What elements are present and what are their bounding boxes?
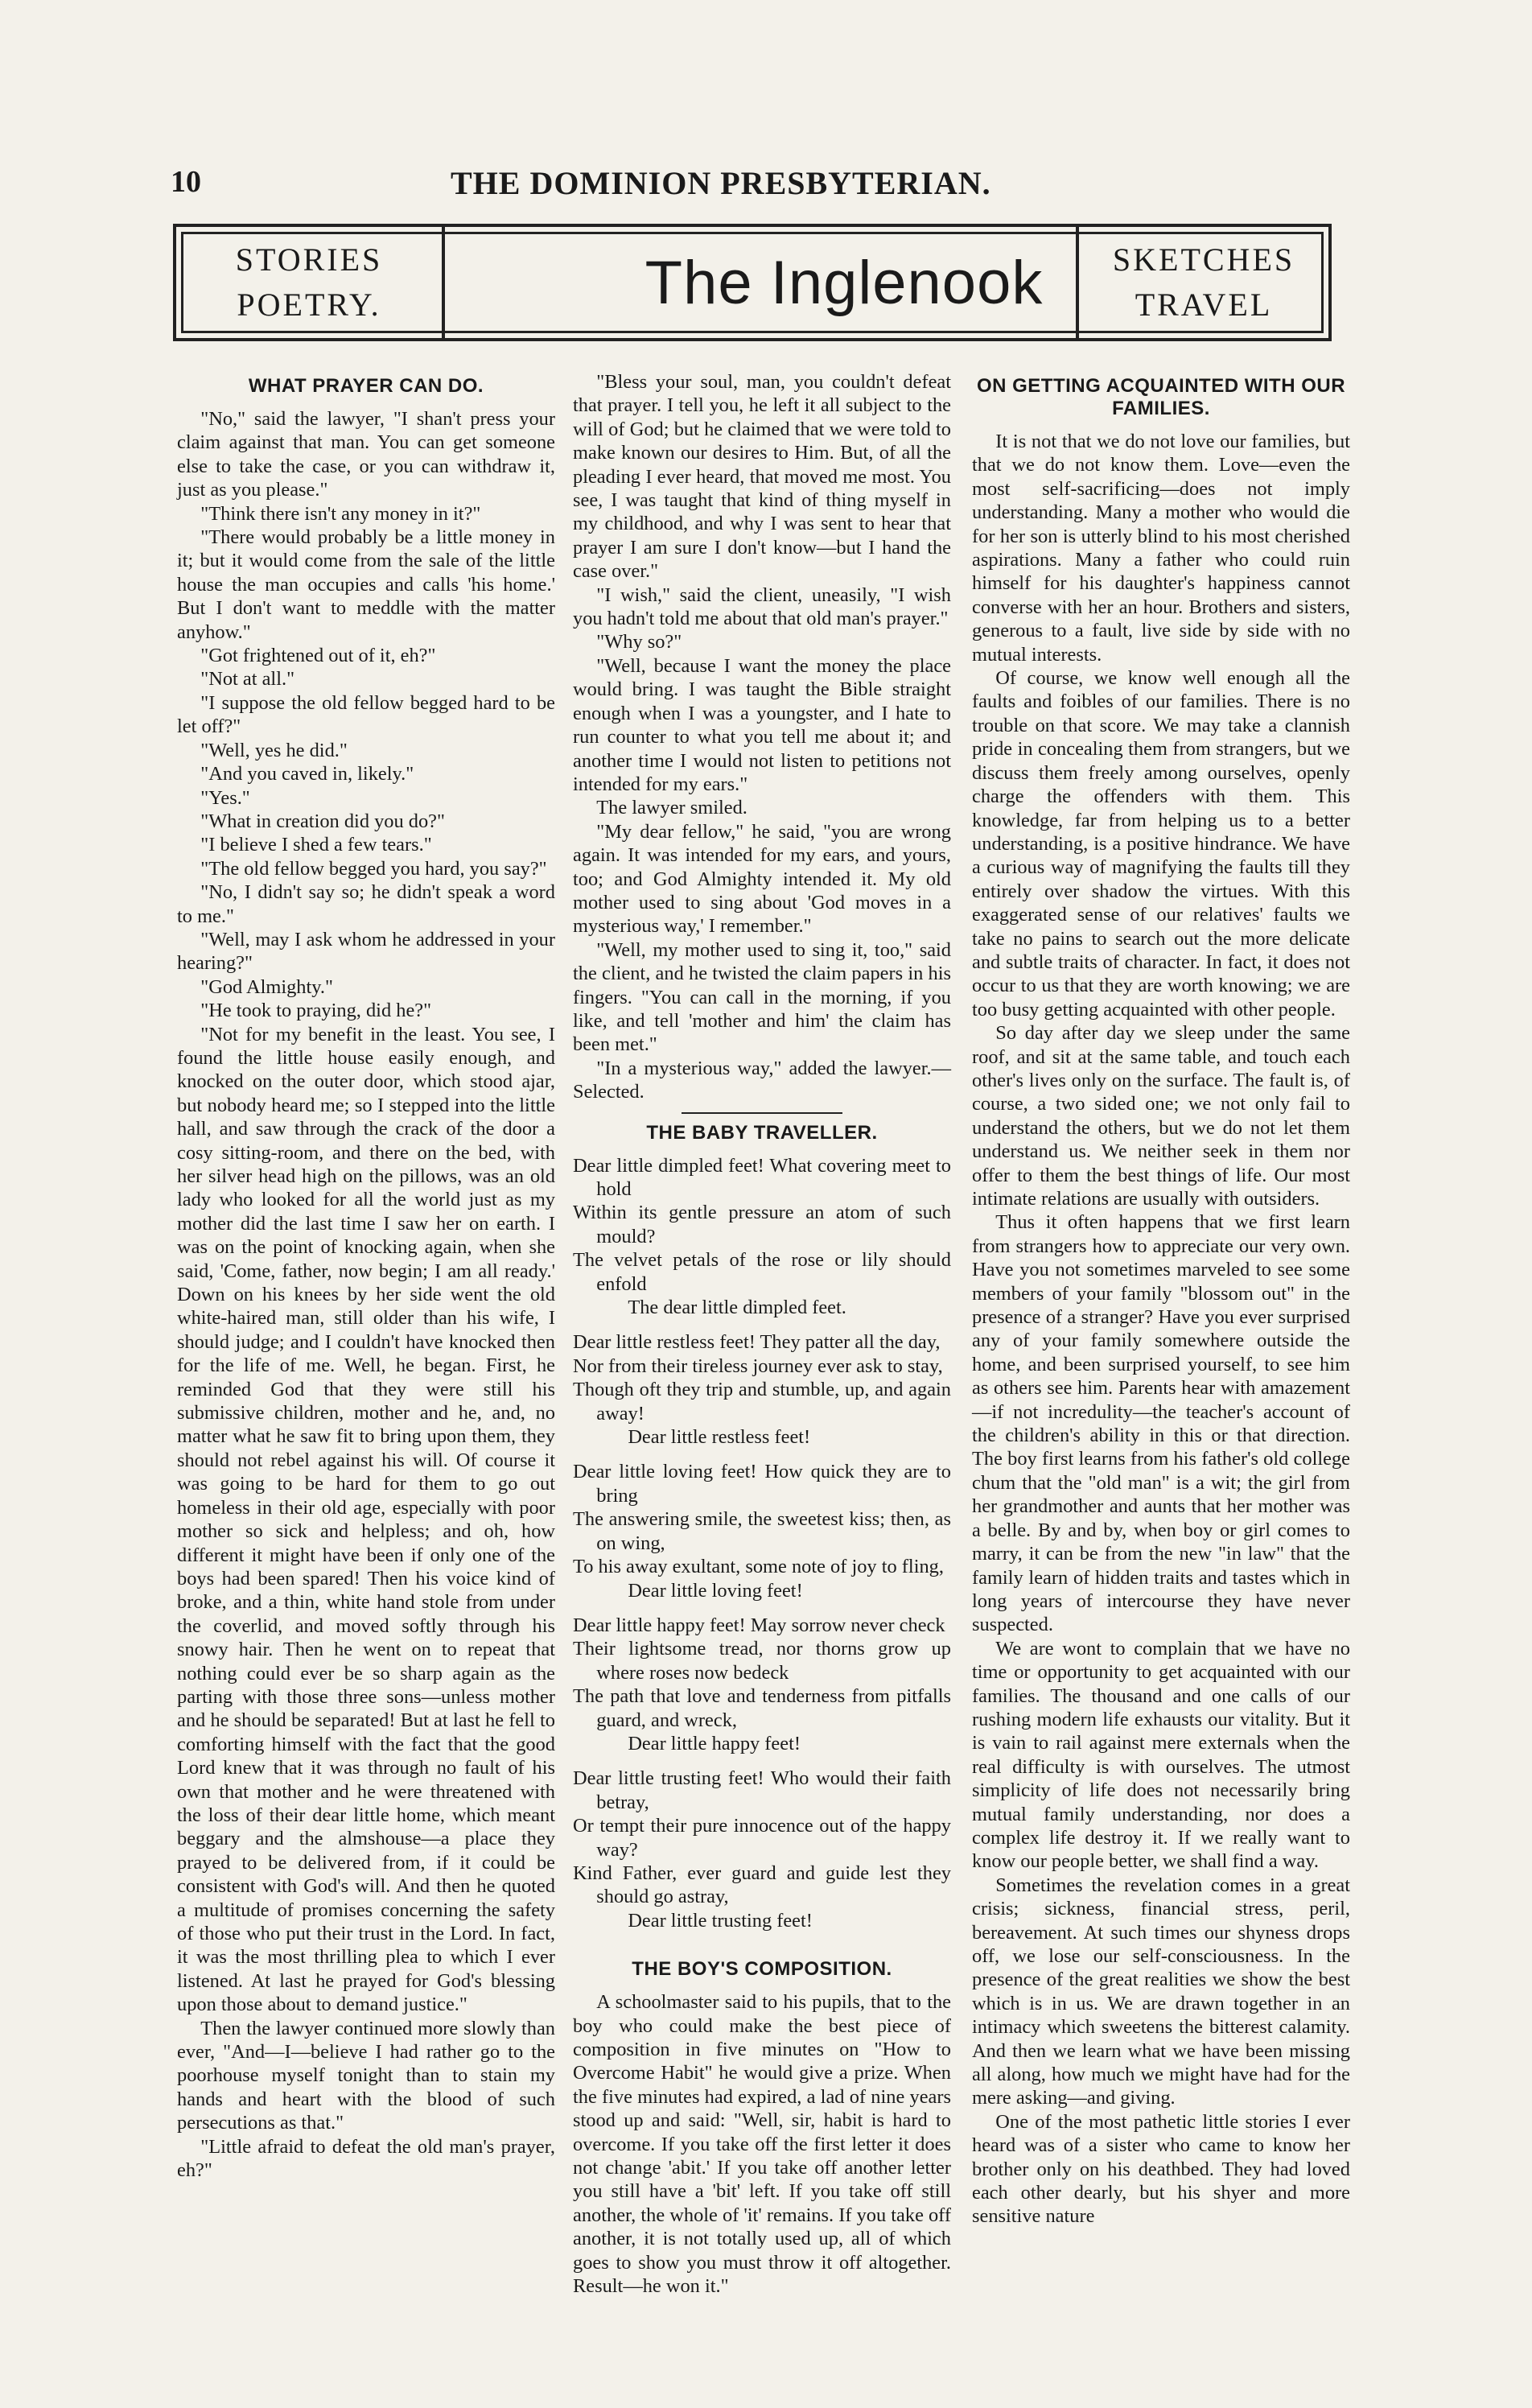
article-title-boy: THE BOY'S COMPOSITION. bbox=[632, 1958, 892, 1981]
paragraph: Then the lawyer continued more slowly than ever, "And—I—believe I had rather go to the poorhouse myself tonight than to stain my hands and heart with the blood of such persecutions as that." bbox=[177, 2017, 555, 2134]
paragraph: The lawyer smiled. bbox=[596, 797, 747, 819]
paragraph: Their lightsome tread, nor thorns grow up where roses now bedeck bbox=[573, 1638, 951, 1684]
article-body-prayer-continued bbox=[573, 370, 951, 1104]
paragraph: Though oft they trip and stumble, up, and again away! bbox=[573, 1379, 951, 1425]
stanza-gap bbox=[573, 1602, 951, 1614]
column-1 bbox=[177, 370, 555, 2182]
poem-body bbox=[573, 1154, 951, 1944]
paragraph: "The old fellow begged you hard, you say?" bbox=[200, 857, 547, 880]
paragraph: "I suppose the old fellow begged hard to be let off?" bbox=[177, 691, 555, 738]
article-body-families bbox=[972, 430, 1350, 2229]
paragraph: It is not that we do not love our families, but that we do not know them. Love—even the most self-sacrificing—does not imply understanding. Many a mother who would die for her son is utterly blind to his most cherished aspirations. Many a father who could ruin himself for his daughter's happiness cannot converse with her an hour. Brothers and sisters, generous to a fault, live side by side with no mutual interests. bbox=[972, 431, 1350, 666]
stanza-gap bbox=[573, 1932, 951, 1944]
page-number: 10 bbox=[171, 165, 201, 199]
banner-title: The Inglenook bbox=[645, 248, 1044, 317]
paragraph: Nor from their tireless journey ever ask to stay, bbox=[573, 1354, 943, 1377]
paragraph: "Why so?" bbox=[596, 631, 682, 654]
stanza-gap bbox=[573, 1449, 951, 1460]
poem-refrain: The dear little dimpled feet. bbox=[628, 1297, 846, 1319]
banner-right-line1: SKETCHES bbox=[1112, 241, 1295, 278]
paragraph: "What in creation did you do?" bbox=[200, 810, 445, 832]
paragraph: Thus it often happens that we first learn from strangers how to appreciate our very own. Have you not sometimes marveled to see some members of your family "blossom out" in the presence of a stranger? Have you ever surprised any of your family somewhere outside the home, and been surprised yourself, to see him as others see him. Parents hear with amazement—if not incredulity—the teacher's account of the children's ability in this or that direction. The boy first learns from his father's old college chum that the "old man" is a wit; the girl from her grandmother and aunts that her mother was a belle. By and by, when boy or girl comes to marry, it can be from the new "in law" that the family learn of hidden traits and tastes which in long years of intercourse they have never suspected. bbox=[972, 1211, 1350, 1636]
article-title-baby: THE BABY TRAVELLER. bbox=[646, 1121, 878, 1144]
article-body-boy bbox=[573, 1990, 951, 2298]
running-head: THE DOMINION PRESBYTERIAN. bbox=[451, 165, 991, 201]
paragraph: Of course, we know well enough all the faults and foibles of our families. There is no trouble on that score. We may take a clannish pride in concealing them from strangers, but we discuss them freely among ourselves, openly charge the offenders with them. This knowledge, far from helping us to a better understanding, is a positive hindrance. We have a curious way of magnifying the faults till they entirely over shadow the virtues. With this exaggerated sense of our relatives' faults we take no pains to search out the more delicate and subtle traits of character. In fact, it does not occur to us that they are worth knowing; we are too busy getting acquainted with other people. bbox=[972, 667, 1350, 1021]
poem-refrain: Dear little loving feet! bbox=[628, 1579, 803, 1602]
paragraph: "Well, may I ask whom he addressed in your hearing?" bbox=[177, 928, 555, 975]
paragraph: Dear little loving feet! How quick they are to bring bbox=[573, 1461, 951, 1507]
column-2 bbox=[573, 370, 951, 2298]
paragraph: "Bless your soul, man, you couldn't defeat that prayer. I tell you, he left it all subject to the will of God; but he claimed that we were told to make known our desires to Him. But, of all the pleading I ever heard, that moved me most. You see, I was taught that kind of thing myself in my childhood, and why I was sent to hear that prayer I am sure I don't know—but I hand the case over." bbox=[573, 371, 951, 583]
paragraph: Dear little restless feet! They patter all the day, bbox=[573, 1331, 941, 1354]
paragraph: Dear little trusting feet! Who would their faith betray, bbox=[573, 1767, 951, 1813]
paragraph: "In a mysterious way," added the lawyer.—Selected. bbox=[573, 1057, 951, 1103]
paragraph: "Think there isn't any money in it?" bbox=[200, 502, 481, 525]
poem-refrain: Dear little happy feet! bbox=[628, 1732, 801, 1754]
poem-refrain: Dear little trusting feet! bbox=[628, 1909, 813, 1932]
paragraph: The answering smile, the sweetest kiss; then, as on wing, bbox=[573, 1508, 951, 1554]
section-banner bbox=[173, 224, 1332, 341]
paragraph: Sometimes the revelation comes in a great crisis; sickness, financial stress, peril, bereavement. At such times our shyness drops off, we lose our self-consciousness. In the presence of the great realities we show the best which is in us. We are drawn together in an intimacy which sweetens the bitterest calamity. And then we learn what we have been missing all along, how much we might have had for the mere asking—and giving. bbox=[972, 1874, 1350, 2109]
paragraph: Dear little dimpled feet! What covering meet to hold bbox=[573, 1154, 951, 1200]
paragraph: "No, I didn't say so; he didn't speak a word to me." bbox=[177, 881, 555, 927]
paragraph: Kind Father, ever guard and guide lest they should go astray, bbox=[573, 1862, 951, 1908]
paragraph: The velvet petals of the rose or lily should enfold bbox=[573, 1249, 951, 1295]
stanza-gap bbox=[573, 1755, 951, 1767]
paragraph: "And you caved in, likely." bbox=[200, 763, 414, 785]
paragraph: Dear little happy feet! May sorrow never check bbox=[573, 1614, 945, 1636]
paragraph: "Well, yes he did." bbox=[200, 739, 348, 761]
paragraph: "Got frightened out of it, eh?" bbox=[200, 645, 436, 667]
article-title-families: ON GETTING ACQUAINTED WITH OUR FAMILIES. bbox=[976, 375, 1346, 419]
paragraph: "I believe I shed a few tears." bbox=[200, 834, 432, 856]
paragraph: "I wish," said the client, uneasily, "I wish you hadn't told me about that old man's prayer." bbox=[573, 583, 951, 630]
paragraph: Or tempt their pure innocence out of the happy way? bbox=[573, 1815, 951, 1861]
stanza-gap bbox=[573, 1319, 951, 1330]
banner-right-line2: TRAVEL bbox=[1135, 287, 1273, 323]
banner-right bbox=[1076, 227, 1328, 338]
paragraph: "Not for my benefit in the least. You see, I found the little house easily enough, and knocked on the outer door, which stood ajar, but nobody heard me; so I stepped into the little hall, and saw through the crack of the door a cosy sitting-room, and there on the bed, with her silver head high on the pillows, was an old lady who looked for all the world just as my mother did the last time I saw her on earth. I was on the point of knocking again, when she said, 'Come, father, now begin; I am all ready.' Down on his knees by her side went the old white-haired man, still older than his wife, I should judge; and I couldn't have knocked then for the life of me. Well, he began. First, he reminded God that they were still his submissive children, mother and he, and, no matter what he saw fit to bring upon them, they should not rebel against his will. Of course it was going to be hard for them to go out homeless in their old age, especially with poor mother so sick and helpless; and oh, how different it might have been if only one of the boys had been spared! Then his voice kind of broke, and a thin, white hand stole from under the coverlid, and moved softly through his snowy hair. Then he went on to repeat that nothing could ever be so sharp again as the parting with those three sons—unless mother and he should be separated! But at last he fell to comforting himself with the fact that the good Lord knew that it was through no fault of his own that mother and he were threatened with the loss of their dear little home, which meant beggary and the almshouse—a place they prayed to be delivered from, if it could be consistent with God's will. And then he quoted a multitude of promises concerning the safety of those who put their trust in the Lord. In fact, it was the most thrilling plea to which I ever listened. At last he prayed for God's blessing upon those about to demand justice." bbox=[177, 1023, 555, 2016]
article-title-prayer: WHAT PRAYER CAN DO. bbox=[248, 375, 484, 397]
paragraph: So day after day we sleep under the same roof, and sit at the same table, and touch each other's lives only on the surface. The fault is, of course, a two sided one; we not only fail to understand the others, but we do not let them understand us. We neither seek in them nor offer to them the best things of life. Our most intimate relations are usually with outsiders. bbox=[972, 1022, 1350, 1210]
article-body-prayer bbox=[177, 407, 555, 2182]
paragraph: Within its gentle pressure an atom of such mould? bbox=[573, 1202, 951, 1247]
column-3 bbox=[972, 370, 1350, 2229]
paragraph: "Well, because I want the money the place would bring. I was taught the Bible straight enough when I was a youngster, and I hate to run counter to what you tell me about it; and another time I would not listen to petitions not intended for my ears." bbox=[573, 654, 951, 795]
paragraph: "He took to praying, did he?" bbox=[200, 1000, 432, 1022]
paragraph: One of the most pathetic little stories I ever heard was of a sister who came to know her brother only on his deathbed. They had loved each other dearly, but his shyer and more sensitive nature bbox=[972, 2110, 1350, 2228]
section-rule bbox=[682, 1112, 842, 1114]
paragraph: "Yes." bbox=[200, 786, 250, 809]
poem-refrain: Dear little restless feet! bbox=[628, 1426, 811, 1449]
paragraph: "Not at all." bbox=[200, 668, 295, 691]
paragraph: The path that love and tenderness from pitfalls guard, and wreck, bbox=[573, 1685, 951, 1731]
paragraph: "My dear fellow," he said, "you are wrong again. It was intended for my ears, and yours, too; and God Almighty intended it. My old mother used to sing about 'God moves in a mysterious way,' I remember." bbox=[573, 820, 951, 938]
paragraph: "No," said the lawyer, "I shan't press your claim against that man. You can get someone else to take the case, or you can withdraw it, just as you please." bbox=[177, 408, 555, 501]
banner-left bbox=[176, 227, 445, 338]
paragraph: "God Almighty." bbox=[200, 975, 333, 998]
paragraph: "Little afraid to defeat the old man's prayer, eh?" bbox=[177, 2135, 555, 2182]
paragraph: "Well, my mother used to sing it, too," said the client, and he twisted the claim papers in his fingers. "You can call in the morning, if you like, and tell 'mother and him' the claim has been met." bbox=[573, 938, 951, 1056]
paragraph: To his away exultant, some note of joy to fling, bbox=[573, 1556, 944, 1578]
paragraph: A schoolmaster said to his pupils, that to the boy who could make the best piece of composition in five minutes on "How to Overcome Habit" he would give a prize. When the five minutes had expired, a lad of nine years stood up and said: "Well, sir, habit is hard to overcome. If you take off the first letter it does not change 'abit.' If you take off another letter you still have a 'bit' left. If you take off still another, the whole of 'it' remains. If you take off another, it is not totally used up, all of which goes to show you must throw it off altogether. Result—he won it." bbox=[573, 1991, 951, 2298]
paragraph: "There would probably be a little money in it; but it would come from the sale of the little house the man occupies and calls 'his home.' But I don't want to meddle with the matter anyhow." bbox=[177, 526, 555, 643]
banner-left-line1: STORIES bbox=[235, 241, 383, 278]
paragraph: We are wont to complain that we have no time or opportunity to get acquainted with our families. The thousand and one calls of our rushing modern life exhausts our vitality. But it is vain to rail against mere externals when the real difficulty is with ourselves. The utmost simplicity of life does not necessarily bring mutual family understanding, nor does a complex life destroy it. If we really want to know our people better, we shall find a way. bbox=[972, 1637, 1350, 1873]
banner-left-line2: POETRY. bbox=[237, 287, 381, 323]
